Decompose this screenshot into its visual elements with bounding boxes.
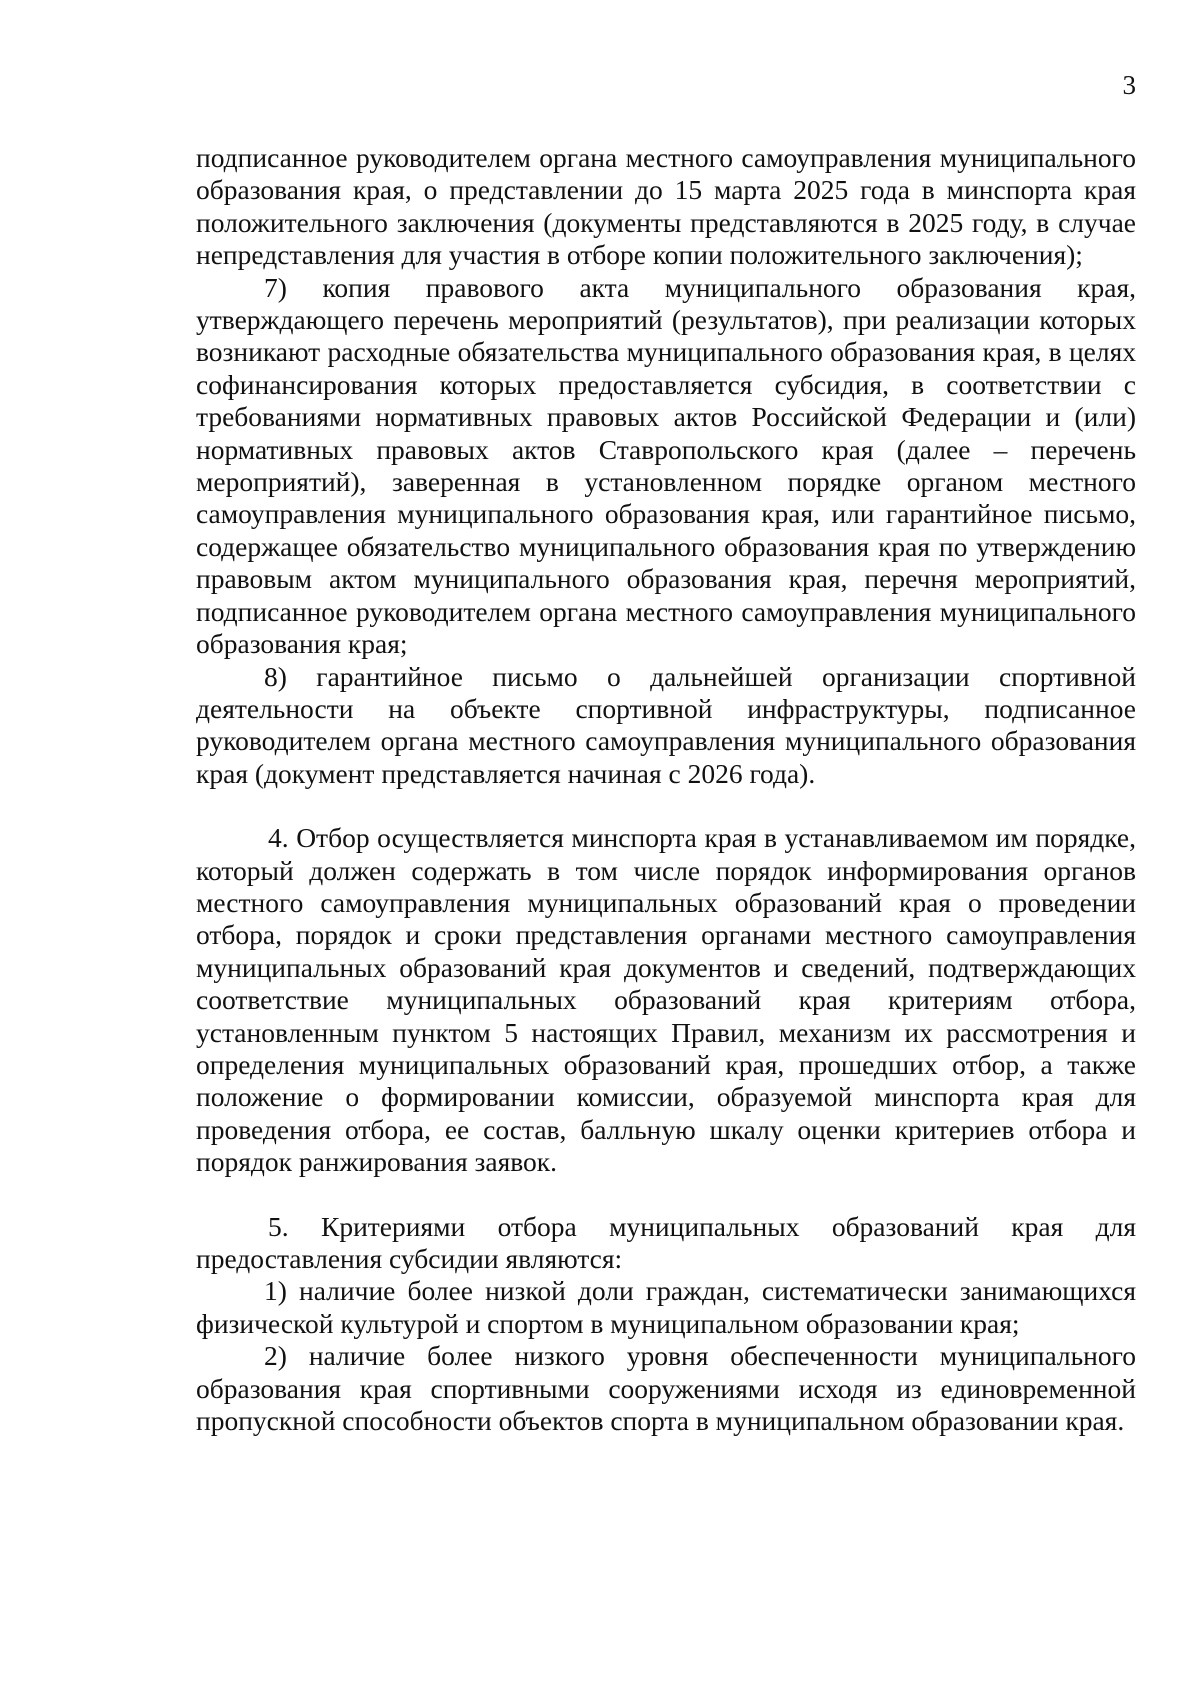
paragraph-criterion-1: 1) наличие более низкой доли граждан, систематически занимающихся физической культурой и спортом в муниципальном образовании края; [196, 1275, 1136, 1339]
document-body [196, 142, 1136, 1437]
paragraph-item-7: 7) копия правового акта муниципального образования края, утверждающего перечень мероприятий (результатов), при реализации которых возникают расходные обязательства муниципального образования края, в целях софинансирования которых предоставляется субсидия, в соответствии с требованиями нормативных правовых актов Российской Федерации и (или) нормативных правовых актов Ставропольского края (далее – перечень мероприятий), заверенная в установленном порядке органом местного самоуправления муниципального образования края, или гарантийное письмо, содержащее обязательство муниципального образования края по утверждению правовым актом муниципального образования края, перечня мероприятий, подписанное руководителем органа местного самоуправления муниципального образования края; [196, 271, 1136, 660]
page-number: 3 [1122, 70, 1136, 100]
paragraph-criterion-2: 2) наличие более низкого уровня обеспеченности муниципального образования края спортивными сооружениями исходя из единовременной пропускной способности объектов спорта в муниципальном образовании края. [196, 1340, 1136, 1437]
paragraph-section-5: 5. Критериями отбора муниципальных образований края для предоставления субсидии являются: [196, 1210, 1136, 1274]
paragraph-section-4: 4. Отбор осуществляется минспорта края в устанавливаемом им порядке, который должен содержать в том числе порядок информирования органов местного самоуправления муниципальных образований края о проведении отбора, порядок и сроки представления органами местного самоуправления муниципальных образований края документов и сведений, подтверждающих соответствие муниципальных образований края критериям отбора, установленным пунктом 5 настоящих Правил, механизм их рассмотрения и определения муниципальных образований края, прошедших отбор, а также положение о формировании комиссии, образуемой минспорта края для проведения отбора, ее состав, балльную шкалу оценки критериев отбора и порядок ранжирования заявок. [196, 822, 1136, 1178]
paragraph-continuation: подписанное руководителем органа местного самоуправления муниципального образования края, о представлении до 15 марта 2025 года в минспорта края положительного заключения (документы представляются в 2025 году, в случае непредставления для участия в отборе копии положительного заключения); [196, 142, 1136, 271]
paragraph-item-8: 8) гарантийное письмо о дальнейшей организации спортивной деятельности на объекте спортивной инфраструктуры, подписанное руководителем органа местного самоуправления муниципального образования края (документ представляется начиная с 2026 года). [196, 660, 1136, 789]
